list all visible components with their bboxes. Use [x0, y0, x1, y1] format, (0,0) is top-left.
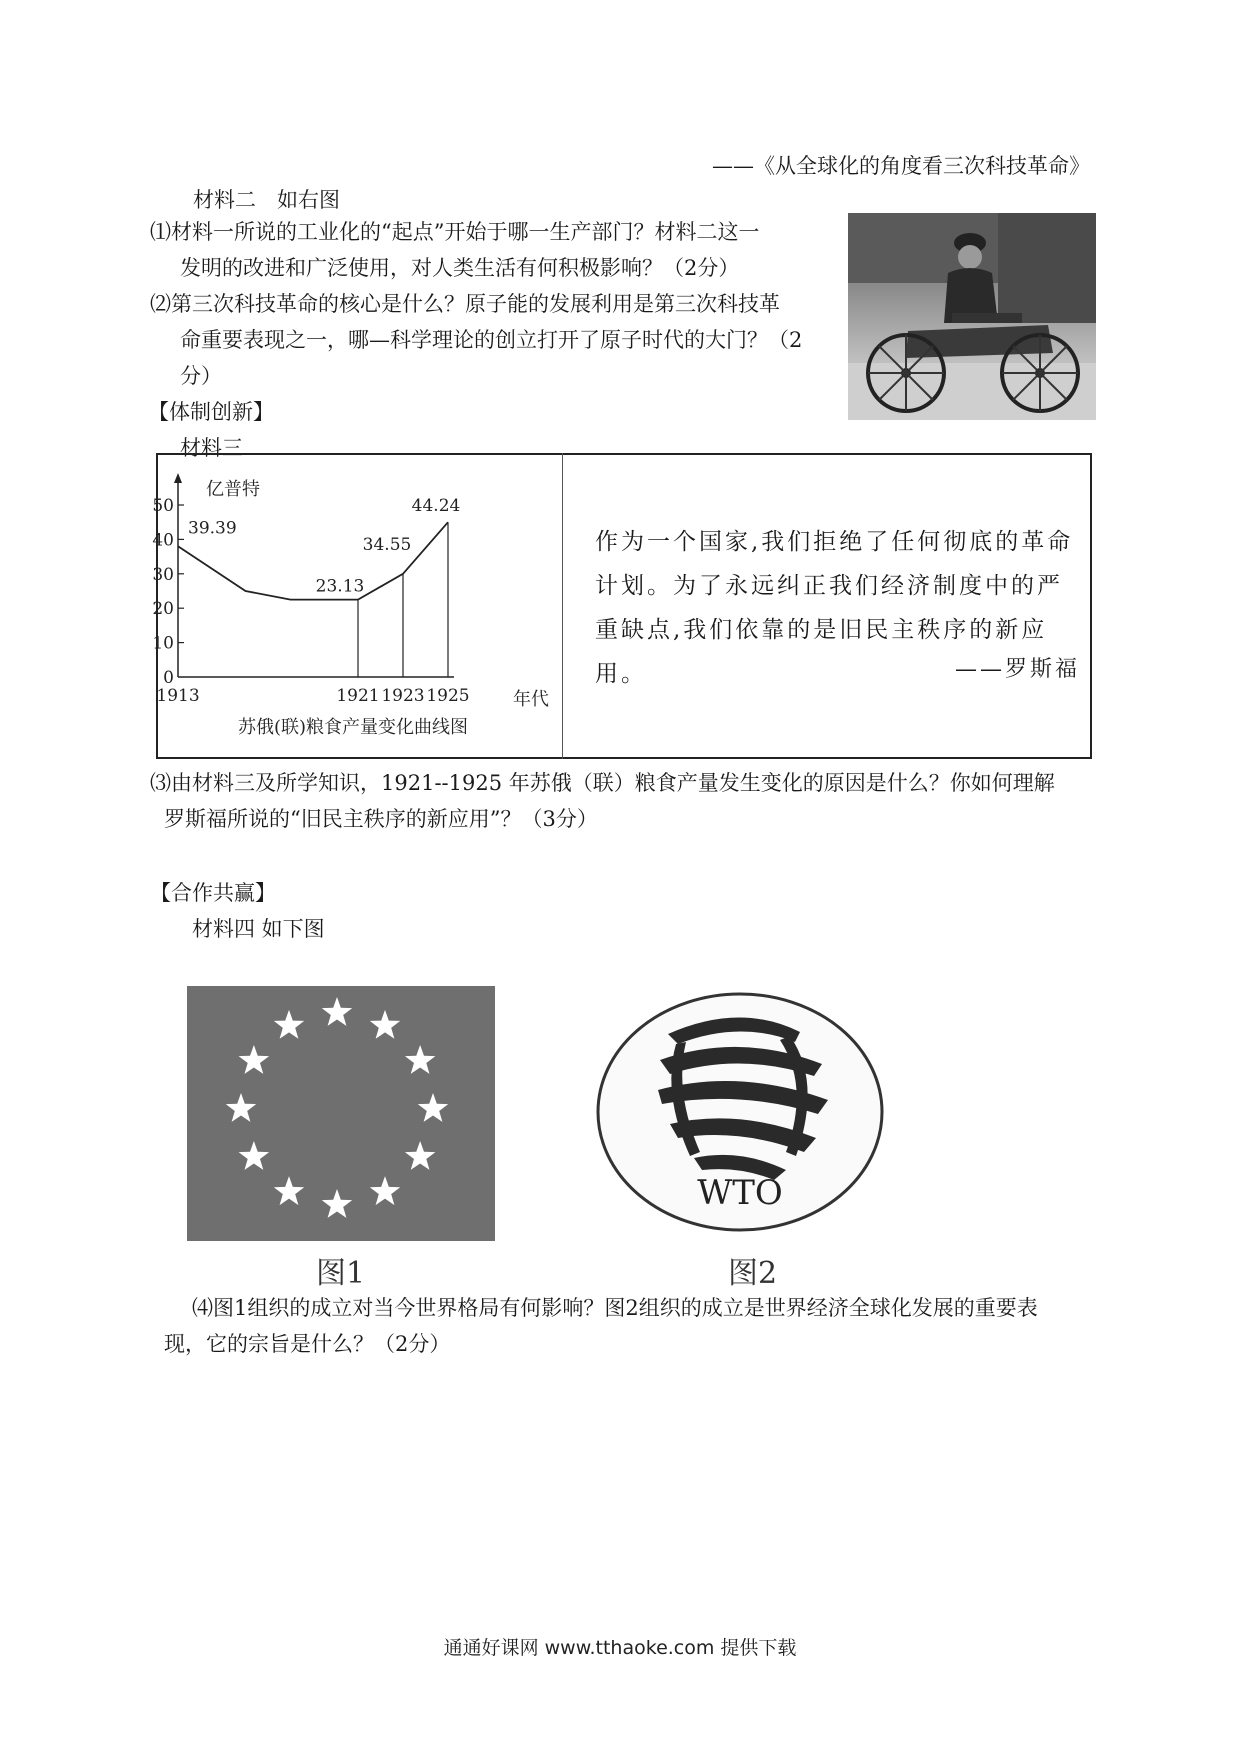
star-icon [322, 997, 352, 1026]
figure1-caption: 图1 [316, 1256, 366, 1291]
question-line: ⑴材料一所说的工业化的“起点”开始于哪一生产部门？材料二这一 [150, 220, 760, 244]
data-label: 39.39 [188, 518, 237, 539]
question-line: ⑷图1组织的成立对当今世界格局有何影响？图2组织的成立是世界经济全球化发展的重要表 [192, 1296, 1038, 1320]
question-line: 命重要表现之一，哪—科学理论的创立打开了原子时代的大门？（2 [180, 328, 803, 352]
question-line: 罗斯福所说的“旧民主秩序的新应用”？（3分） [164, 807, 598, 831]
questions-1-2 [150, 214, 830, 466]
figure2-caption: 图2 [728, 1256, 778, 1291]
star-icon [226, 1093, 256, 1122]
eu-flag [187, 986, 495, 1241]
x-tick-label: 1913 [156, 686, 200, 706]
star-ring-icon [187, 986, 495, 1241]
x-axis-label: 年代 [513, 689, 549, 710]
question-line: ⑶由材料三及所学知识，1921--1925 年苏俄（联）粮食产量发生变化的原因是什么？你如何理解 [150, 771, 1055, 795]
y-axis-arrow [174, 473, 182, 483]
y-tick-label: 50 [152, 496, 174, 516]
question-line: ⑵第三次科技革命的核心是什么？原子能的发展利用是第三次科技革 [150, 292, 780, 316]
data-label: 44.24 [411, 495, 461, 516]
x-tick-label: 1923 [381, 686, 425, 706]
question-4 [150, 1290, 1110, 1362]
footer-download-note: 通通好课网 www.tthaoke.com 提供下载 [443, 1637, 797, 1659]
material2-label: 材料二 如右图 [193, 188, 340, 212]
question-3 [150, 765, 1110, 947]
star-icon [239, 1045, 270, 1074]
data-label: 23.13 [315, 576, 365, 597]
star-icon [274, 1176, 304, 1205]
y-tick-label: 0 [163, 668, 174, 688]
question-line: 现，它的宗旨是什么？（2分） [164, 1332, 451, 1356]
x-tick-label: 1921 [336, 686, 380, 706]
y-tick-label: 30 [152, 564, 174, 585]
quote-author: ——罗斯福 [954, 657, 1080, 682]
chart-title: 苏俄(联)粮食产量变化曲线图 [238, 717, 469, 738]
roosevelt-quote: 作为一个国家,我们拒绝了任何彻底的革命计划。为了永远纠正我们经济制度中的严重缺点,我们依靠的是旧民主秩序的新应用。 [595, 529, 1074, 687]
star-icon [239, 1141, 270, 1170]
section-heading-cooperation: 【合作共赢】 [150, 881, 276, 905]
star-icon [405, 1045, 436, 1074]
y-axis-label: 亿普特 [206, 479, 260, 500]
star-icon [405, 1141, 436, 1170]
y-tick-label: 40 [152, 530, 174, 551]
star-icon [418, 1093, 448, 1122]
wto-text: WTO [697, 1173, 783, 1213]
data-label: 34.55 [362, 535, 412, 556]
star-icon [370, 1010, 400, 1039]
y-tick-label: 10 [152, 633, 174, 654]
star-icon [322, 1189, 352, 1218]
star-icon [370, 1176, 400, 1205]
material4-label: 材料四 如下图 [192, 917, 325, 941]
y-tick-label: 20 [152, 599, 174, 620]
x-tick-label: 1925 [426, 686, 470, 706]
early-automobile-photo [848, 213, 1096, 420]
wto-logo [590, 982, 890, 1242]
section-heading-institutional: 【体制创新】 [148, 400, 274, 424]
source-citation: ——《从全球化的角度看三次科技革命》 [712, 154, 1090, 178]
grain-output-chart [152, 455, 560, 757]
box-divider [562, 453, 563, 759]
question-line: 发明的改进和广泛使用，对人类生活有何积极影响？（2分） [180, 256, 740, 280]
star-icon [274, 1010, 304, 1039]
material3-label: 材料三 [180, 436, 243, 460]
question-line: 分） [180, 364, 222, 388]
